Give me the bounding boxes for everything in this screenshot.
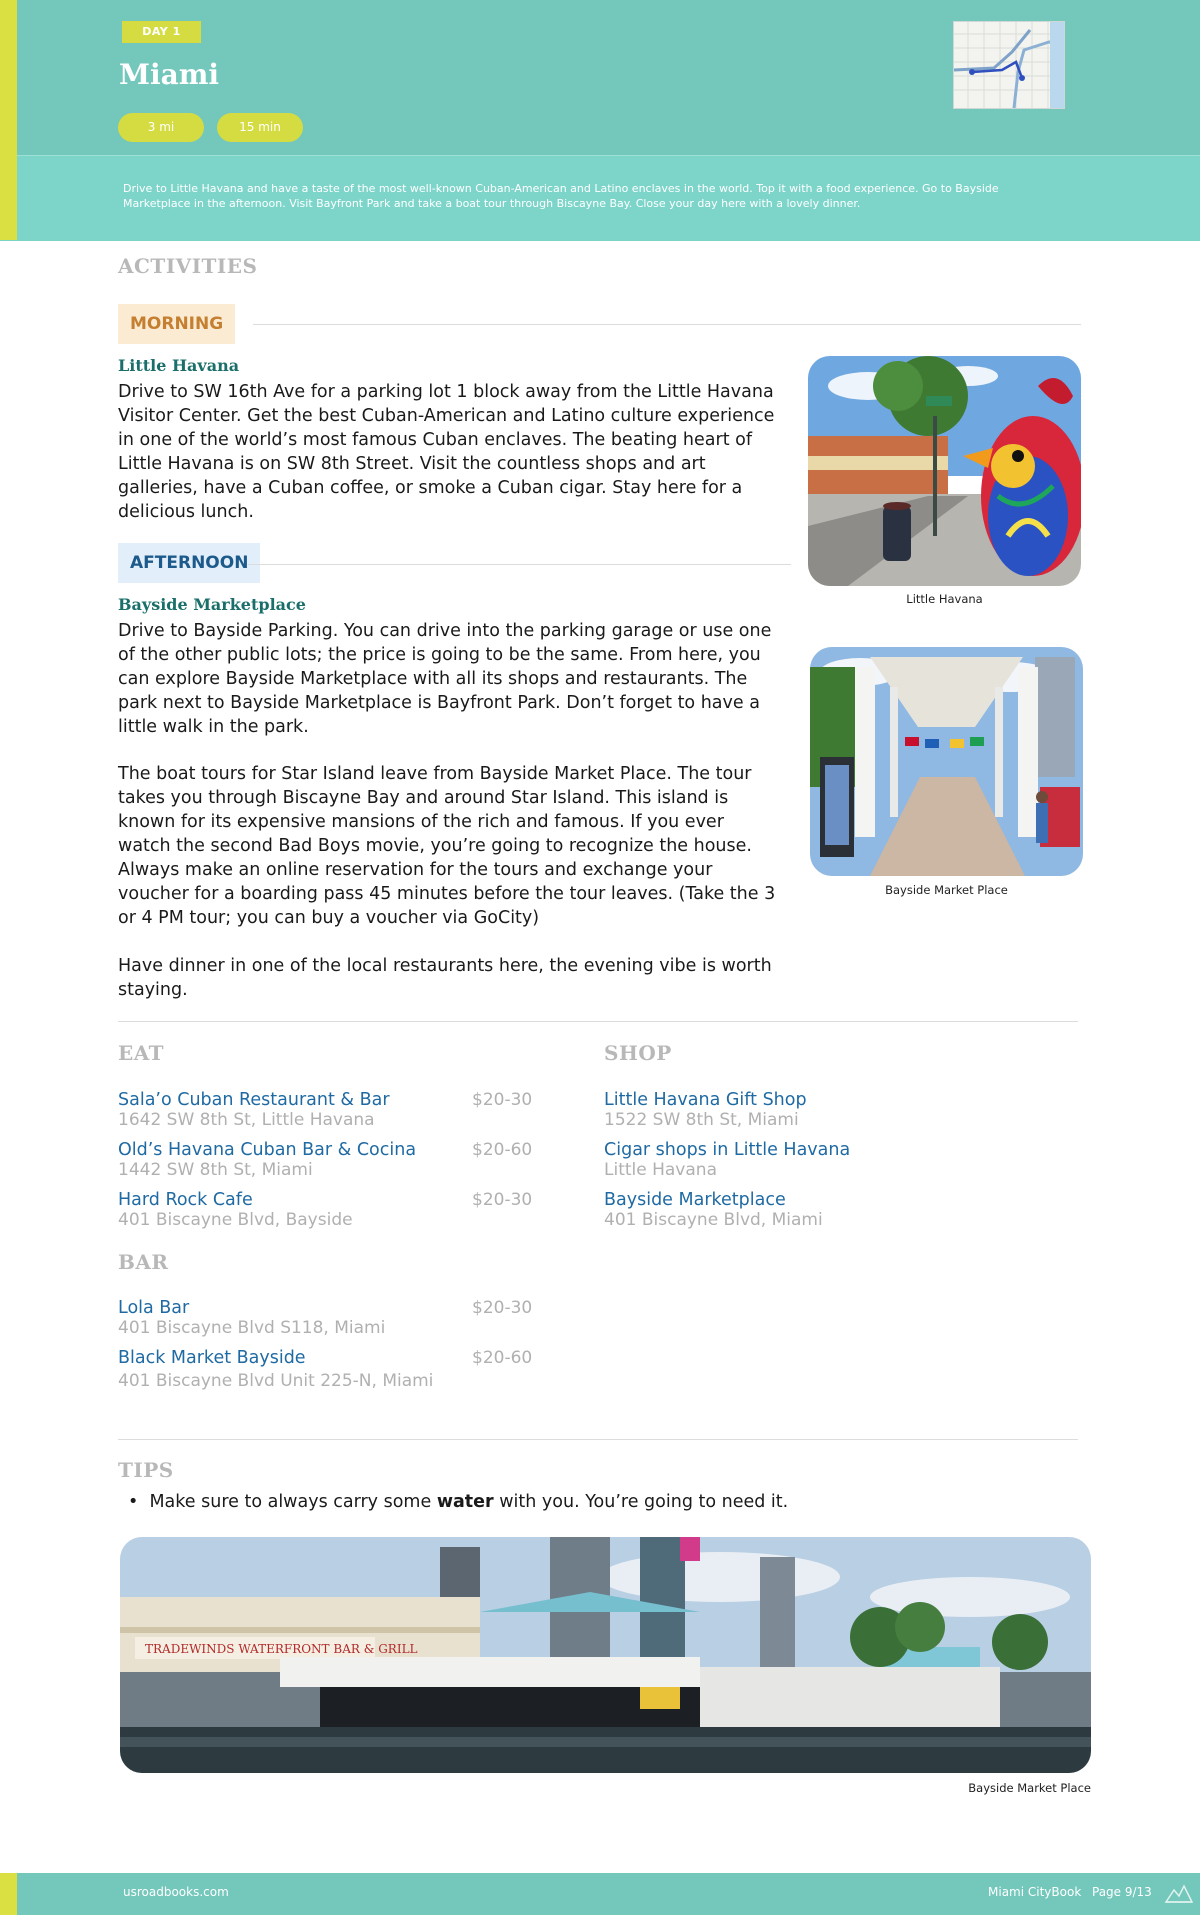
shop-item-name[interactable]: Little Havana Gift Shop [604,1090,807,1110]
bar-item-name[interactable]: Black Market Bayside [118,1348,306,1368]
eat-item-address: 1442 SW 8th St, Miami [118,1160,313,1180]
footer-page-number: Page 9/13 [1092,1885,1152,1899]
accent-side-bar [0,1873,17,1915]
footer-site-link[interactable]: usroadbooks.com [123,1885,229,1899]
tip-text: Make sure to always carry some [149,1492,437,1512]
divider [248,564,791,565]
bayside-waterfront-photo [120,1537,1091,1773]
shop-item-address: 1522 SW 8th St, Miami [604,1110,799,1130]
tip-item [128,1492,788,1512]
bar-item-price: $20-60 [472,1348,533,1368]
bar-heading: BAR [118,1250,169,1274]
bayside-marketplace-photo [810,647,1083,876]
list-item [118,1190,538,1240]
bar-item-address: 401 Biscayne Blvd Unit 225-N, Miami [118,1371,434,1391]
shop-item-name[interactable]: Cigar shops in Little Havana [604,1140,851,1160]
shop-item-address: 401 Biscayne Blvd, Miami [604,1210,823,1230]
divider [118,1439,1078,1440]
eat-item-name[interactable]: Old’s Havana Cuban Bar & Cocina [118,1140,417,1160]
photo-caption: Bayside Market Place [885,883,1008,897]
day-badge: DAY 1 [122,21,201,43]
duration-pill: 15 min [217,113,303,142]
morning-label: MORNING [118,304,235,344]
bar-item-address: 401 Biscayne Blvd S118, Miami [118,1318,386,1338]
list-item [118,1090,538,1140]
little-havana-photo [808,356,1081,586]
list-item [118,1348,538,1398]
tips-heading: TIPS [118,1458,174,1482]
page-title: Miami [119,58,220,91]
list-item [118,1298,538,1348]
eat-item-price: $20-60 [472,1140,533,1160]
activity-text-bayside-1: Drive to Bayside Parking. You can drive into the parking garage or use one of the other public lots; the price is going to be the same. From here, you can explore Bayside Marketplace with all its shops and restaurants. The park next to Bayside Marketplace is Bayfront Park. Don’t forget to have a little walk in the park. [118,621,772,737]
eat-item-price: $20-30 [472,1090,533,1110]
photo-caption: Bayside Market Place [968,1781,1091,1795]
eat-item-address: 401 Biscayne Blvd, Bayside [118,1210,353,1230]
activity-text-little-havana: Drive to SW 16th Ave for a parking lot 1 block away from the Little Havana Visitor Center. Get the best Cuban-American and Latino culture experience in one of the world’s most famous Cuban enclaves. The beating heart of Little Havana is on SW 8th Street. Visit the countless shops and art galleries, have a Cuban coffee, or smoke a Cuban cigar. Stay here for a delicious lunch. [118,382,775,522]
shop-list [604,1090,1024,1240]
activities-heading: ACTIVITIES [118,254,258,278]
divider [118,1021,1078,1022]
eat-item-address: 1642 SW 8th St, Little Havana [118,1110,375,1130]
route-map-thumbnail[interactable] [953,21,1065,109]
day-summary: Drive to Little Havana and have a taste of the most well-known Cuban-American and Latino enclaves in the world. Top it with a food experience. Go to Bayside Marketplace in the afternoon. Visit Bayfront Park and take a boat tour through Biscayne Bay. Close your day here with a lovely dinner. [123,182,999,210]
bar-list [118,1298,538,1398]
mountain-logo-icon [1164,1880,1194,1906]
accent-side-bar [0,0,17,240]
shop-heading: SHOP [604,1041,672,1065]
bar-item-name[interactable]: Lola Bar [118,1298,190,1318]
eat-item-price: $20-30 [472,1190,533,1210]
tip-emphasis: water [436,1492,494,1512]
bar-item-price: $20-30 [472,1298,533,1318]
list-item [604,1190,1024,1240]
eat-heading: EAT [118,1041,165,1065]
shop-item-address: Little Havana [604,1160,717,1180]
tip-text: with you. You’re going to need it. [493,1492,789,1512]
activity-text-bayside-3: Have dinner in one of the local restaurants here, the evening vibe is worth staying. [118,956,772,1000]
photo-caption: Little Havana [906,592,983,606]
afternoon-label: AFTERNOON [118,543,260,583]
eat-list [118,1090,538,1240]
list-item [604,1090,1024,1140]
activity-text-bayside-2: The boat tours for Star Island leave from Bayside Market Place. The tour takes you through Biscayne Bay and around Star Island. This island is known for its expensive mansions of the rich and famous. If you ever watch the second Bad Boys movie, you’re going to recognize the house. Always make an online reservation for the tours and exchange your voucher for a boarding pass 45 minutes before the tour leaves. (Take the 3 or 4 PM tour; you can buy a voucher via GoCity) [118,764,776,928]
divider [253,324,1081,325]
bullet: • [128,1492,150,1512]
list-item [118,1140,538,1190]
footer-book-title: Miami CityBook [988,1885,1082,1899]
eat-item-name[interactable]: Sala’o Cuban Restaurant & Bar [118,1090,390,1110]
eat-item-name[interactable]: Hard Rock Cafe [118,1190,253,1210]
map-icon [954,22,1064,108]
sign-text: TRADEWINDS WATERFRONT BAR & GRILL [145,1642,418,1656]
activity-title-little-havana: Little Havana [118,356,240,375]
list-item [604,1140,1024,1190]
shop-item-name[interactable]: Bayside Marketplace [604,1190,786,1210]
activity-title-bayside: Bayside Marketplace [118,595,306,614]
distance-pill: 3 mi [118,113,204,142]
